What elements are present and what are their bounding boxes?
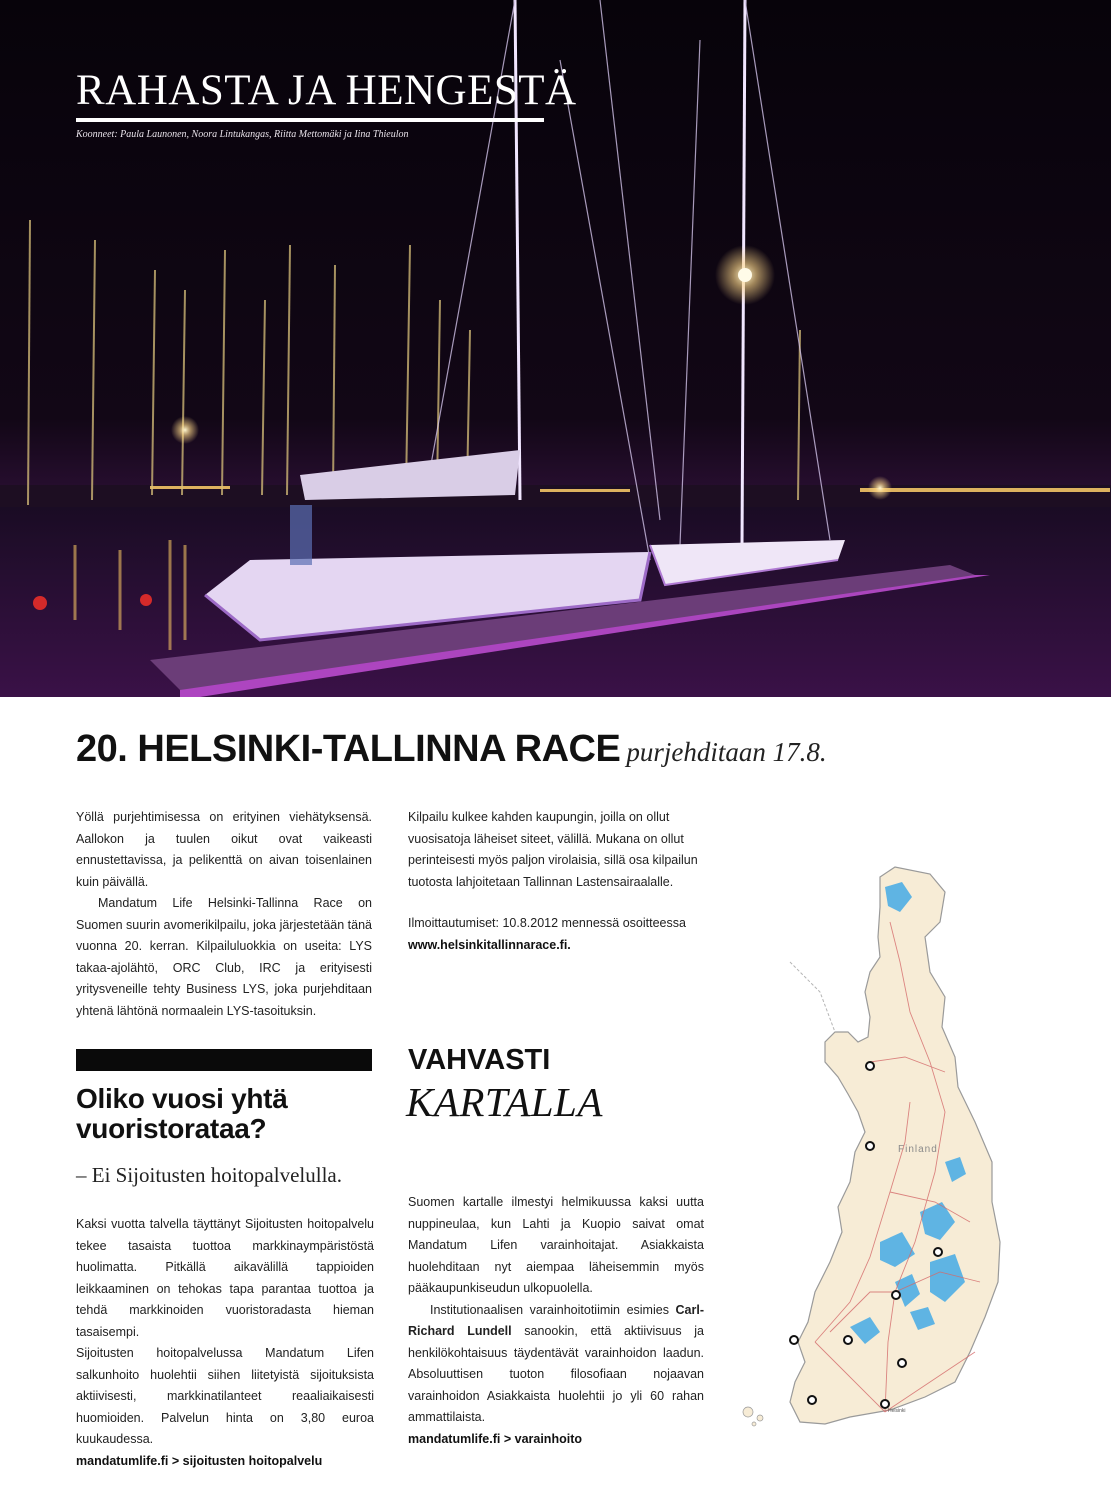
race-column-1 (76, 807, 372, 1022)
section-bar (76, 1049, 372, 1071)
map-article-body (408, 1192, 704, 1450)
pin-jyvaskyla (892, 1291, 900, 1299)
question-heading: Oliko vuosi yhtä vuoristorataa? (76, 1083, 288, 1144)
pin-oulu (866, 1142, 874, 1150)
race-headline-sub: purjehditaan 17.8. (626, 737, 827, 767)
pin-lahti (898, 1359, 906, 1367)
race-website-link[interactable]: www.helsinkitallinnarace.fi. (408, 937, 571, 952)
registration-text: Ilmoittautumiset: 10.8.2012 mennessä osoitteessa (408, 916, 686, 930)
hero-photo (0, 0, 1111, 697)
paragraph-text: sanookin, että aktiivisuus ja henkilökohtaisuus täydentävät varainhoidon laadun. Absoluuttisen tuoton filosofiaan nojaavan varainhoidon Asiakkaista huolehtii jo yli 60 rahan ammattilaista. (408, 1324, 705, 1424)
aland-islands (743, 1407, 763, 1426)
section-title: RAHASTA JA HENGESTÄ (76, 67, 577, 114)
map-country-label: Finland (898, 1144, 938, 1155)
paragraph-text: Institutionaalisen varainhoitotiimin esimies (430, 1302, 676, 1317)
question-body (76, 1214, 374, 1472)
sweden-border (790, 962, 835, 1032)
pin-rovaniemi (866, 1062, 874, 1070)
finland-map-drawing (730, 862, 1030, 1452)
question-subheading: – Ei Sijoitusten hoitopalvelulla. (76, 1163, 342, 1187)
person-name: Carl-Richard Lundell (408, 1302, 704, 1338)
map-city-helsinki: Helsinki (888, 1408, 906, 1414)
pin-helsinki (881, 1400, 889, 1408)
pin-kuopio (934, 1248, 942, 1256)
finland-map (730, 862, 1030, 1452)
pin-vaasa (790, 1336, 798, 1344)
pin-turku (808, 1396, 816, 1404)
race-paragraph-3: Kilpailu kulkee kahden kaupungin, joilla on ollut vuosisatoja läheiset siteet, välillä. Mukana on ollut perinteisesti myös paljon virolaisia, sillä osa kilpailun tuotosta lahjoitetaan Tallinnan Lastensairaalalle. (408, 810, 698, 889)
race-paragraph-2: Mandatum Life Helsinki-Tallinna Race on Suomen suurin avomerikilpailu, joka järjestetään tänä vuonna 20. kerran. Kilpailuluokkia on useita: LYS takaa-ajolähtö, ORC Club, IRC ja erityisesti yritysveneille tehty Business LYS, joka purjehditaan yhtenä lähtönä normaalein LYS-tasoituksin. (76, 896, 372, 1018)
race-paragraph-1: Yöllä purjehtimisessa on erityinen viehätyksensä. Aallokon ja tuulen oikut ovat vaikeasti ennustettavissa, ja pelikenttä on aivan toisenlainen kuin päivällä. (76, 810, 372, 889)
credits-line: Koonneet: Paula Launonen, Noora Lintukangas, Riitta Mettomäki ja Iina Thieulon (76, 129, 409, 140)
varainhoito-link[interactable]: mandatumlife.fi > varainhoito (408, 1431, 582, 1446)
pin-tampere (844, 1336, 852, 1344)
race-headline (76, 728, 827, 771)
hoitopalvelu-link[interactable]: mandatumlife.fi > sijoitusten hoitopalvelu (76, 1453, 323, 1468)
question-paragraph-2: Sijoitusten hoitopalvelussa Mandatum Lifen salkunhoito huolehtii siihen liitetyistä sijoituksista aktiivisesti, markkinatilanteet reaaliaikaisesti huomioiden. Palvelun hinta on 3,80 euroa kuukaudessa. (76, 1346, 374, 1446)
title-underline (76, 118, 544, 122)
map-article-heading-1: VAHVASTI (408, 1044, 551, 1076)
race-headline-main: 20. HELSINKI-TALLINNA RACE (76, 728, 621, 770)
finland-outline (790, 867, 1000, 1424)
map-article-paragraph-1: Suomen kartalle ilmestyi helmikuussa kaksi uutta nuppineulaa, kun Lahti ja Kuopio saivat omat Mandatum Lifen varainhoitajat. Asiakkaista huolehditaan nyt aiempaa läheisemmin myös pääkaupunkiseudun ulkopuolella. (408, 1195, 704, 1295)
question-paragraph-1: Kaksi vuotta talvella täyttänyt Sijoitusten hoitopalvelu tekee tasaista tuottoa markkinaympäristöstä huolimatta. Pitkällä aikavälillä tappioiden leikkaaminen on tehokas tapa parantaa tuottoa ja tehdä markkinoiden vuoristoradasta hieman tasaisempi. (76, 1217, 374, 1339)
race-column-2 (408, 807, 704, 956)
map-article-paragraph-2 (408, 1300, 704, 1429)
map-article-heading-2: KARTALLA (406, 1079, 603, 1125)
